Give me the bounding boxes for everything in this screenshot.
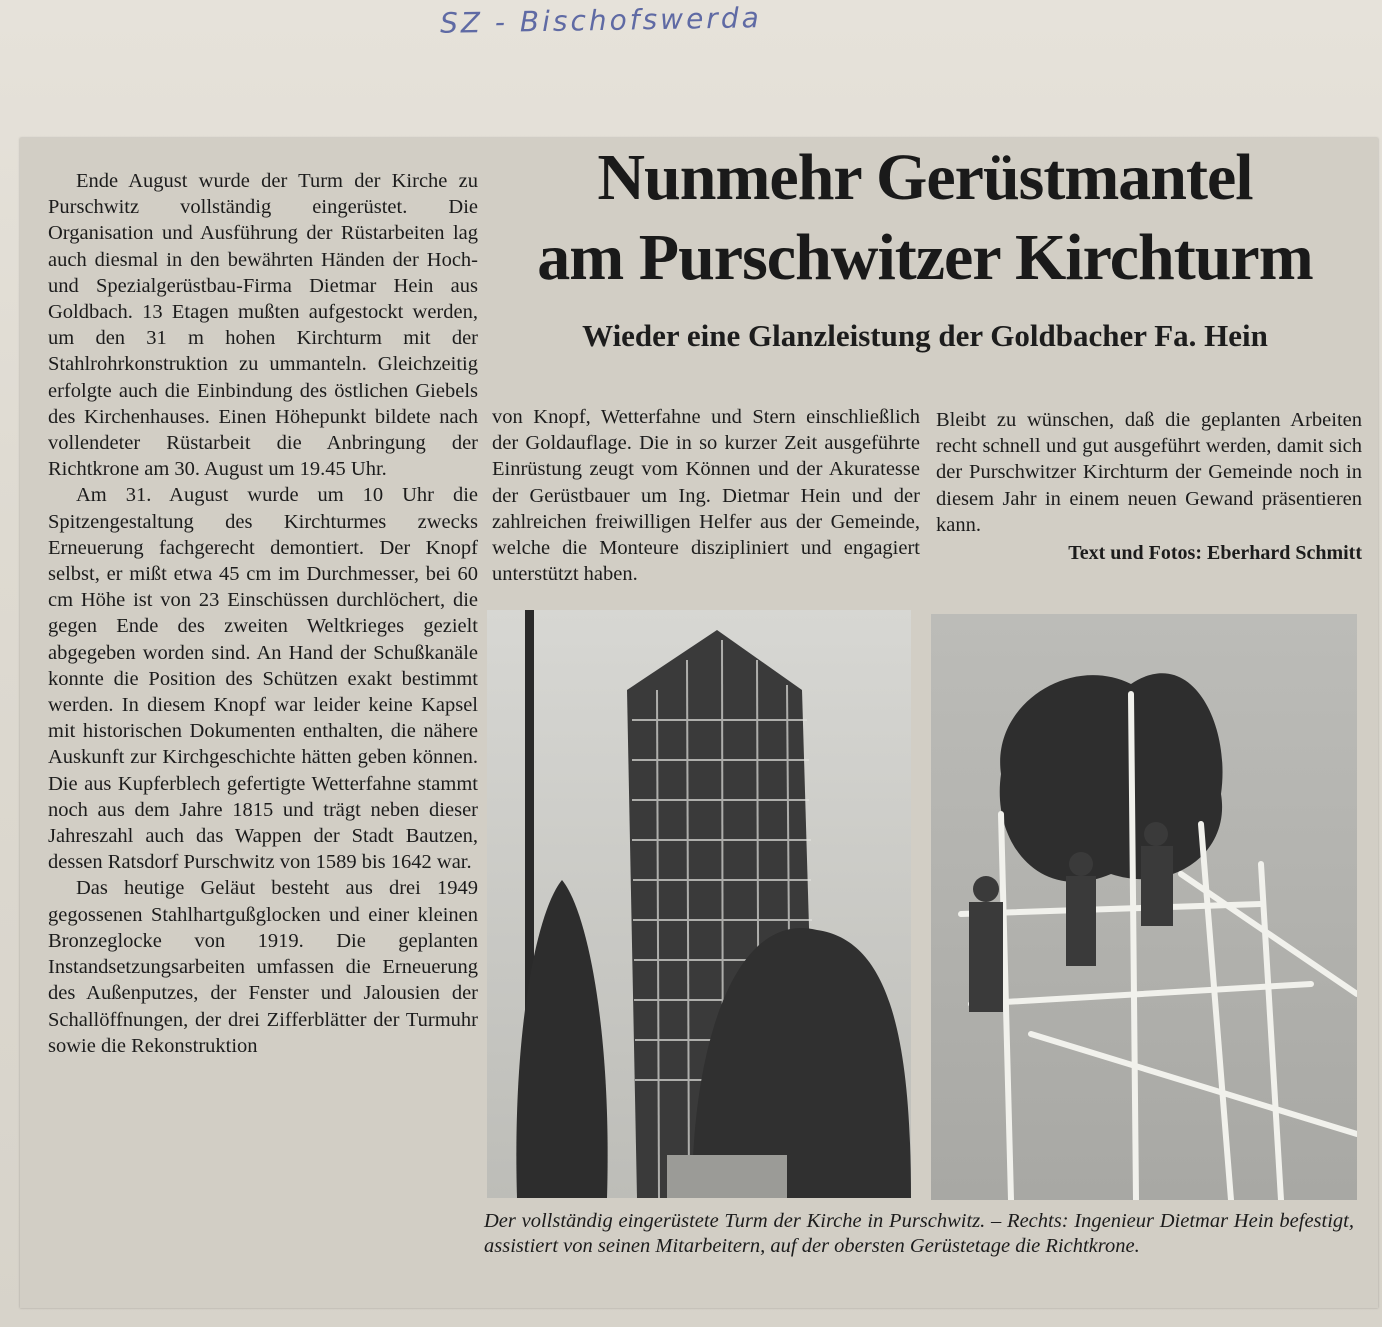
article-column-2 — [492, 404, 920, 587]
photo-scaffolded-church-tower — [487, 610, 911, 1198]
handwritten-source-label: SZ - Bischofswerda — [439, 1, 762, 40]
photo-credit: Text und Fotos: Eberhard Schmitt — [1068, 542, 1362, 565]
article-column-3 — [936, 407, 1362, 566]
photo-caption: Der vollständig eingerüstete Turm der Kirche in Purschwitz. – Rechts: Ingenieur Dietmar Hein befestigt, assistiert von seinen Mitarbeitern, auf der obersten Gerüstetage die Richtkrone. — [484, 1210, 1354, 1257]
paragraph: Bleibt zu wünschen, daß die geplanten Arbeiten recht schnell und gut ausgeführt werden, damit sich der Purschwitzer Kirchturm der Gemeinde noch in diesem Jahr in einem neuen Gewand präsentieren kann. — [936, 409, 1362, 536]
headline-line-1: Nunmehr Gerüstmantel — [597, 141, 1253, 214]
headline-line-2: am Purschwitzer Kirchturm — [537, 221, 1313, 294]
paragraph: Ende August wurde der Turm der Kirche zu Purschwitz vollständig eingerüstet. Die Organisation und Ausführung der Rüstarbeiten lag auch diesmal in den bewährten Händen der Hoch- und Spezialgerüstbau-Firma Dietmar Hein aus Goldbach. 13 Etagen mußten aufgestockt werden, um den 31 m hohen Kirchturm mit der Stahlrohrkonstruktion zu ummanteln. Gleichzeitig erfolgte auch die Einbindung des östlichen Giebels des Kirchenhauses. Einen Höhepunkt bildete nach vollendeter Rüstarbeit die Anbringung der Richtkrone am 30. August um 19.45 Uhr. — [48, 170, 478, 481]
article-headline — [490, 138, 1360, 298]
article-column-1 — [48, 168, 478, 1059]
article-subheadline: Wieder eine Glanzleistung der Goldbacher Fa. Hein — [582, 318, 1268, 353]
paragraph: Am 31. August wurde um 10 Uhr die Spitzengestaltung des Kirchturmes zwecks Erneuerung fachgerecht demontiert. Der Knopf selbst, er mißt etwa 45 cm im Durchmesser, bei 60 cm Höhe ist von 23 Einschüssen durchlöchert, die gegen Ende des zweiten Weltkrieges gezielt abgegeben worden sind. An Hand der Schußkanäle konnte die Position des Schützen exakt bestimmt werden. In diesem Knopf war leider keine Kapsel mit historischen Dokumenten enthalten, die nähere Auskunft zur Kirchgeschichte hätten geben können. Die aus Kupferblech gefertigte Wetterfahne stammt noch aus dem Jahre 1815 und trägt neben dieser Jahreszahl auch das Wappen der Stadt Bautzen, dessen Ratsdorf Purschwitz von 1589 bis 1642 war. — [48, 484, 478, 874]
paragraph: Das heutige Geläut besteht aus drei 1949 gegossenen Stahlhartgußglocken und einer kleinen Bronzeglocke von 1919. Die geplanten Instandsetzungsarbeiten umfassen die Erneuerung des Außenputzes, der Fenster und Jalousien der Schallöffnungen, der drei Zifferblätter der Turmuhr sowie die Rekonstruktion — [48, 877, 478, 1057]
photo-workers-on-scaffold — [931, 614, 1357, 1200]
paragraph: von Knopf, Wetterfahne und Stern einschließlich der Goldauflage. Die in so kurzer Zeit ausgeführte Einrüstung zeugt vom Können und der Akuratesse der Gerüstbauer um Ing. Dietmar Hein und der zahlreichen freiwilligen Helfer aus der Gemeinde, welche die Monteure diszipliniert und engagiert unterstützt haben. — [492, 406, 920, 586]
